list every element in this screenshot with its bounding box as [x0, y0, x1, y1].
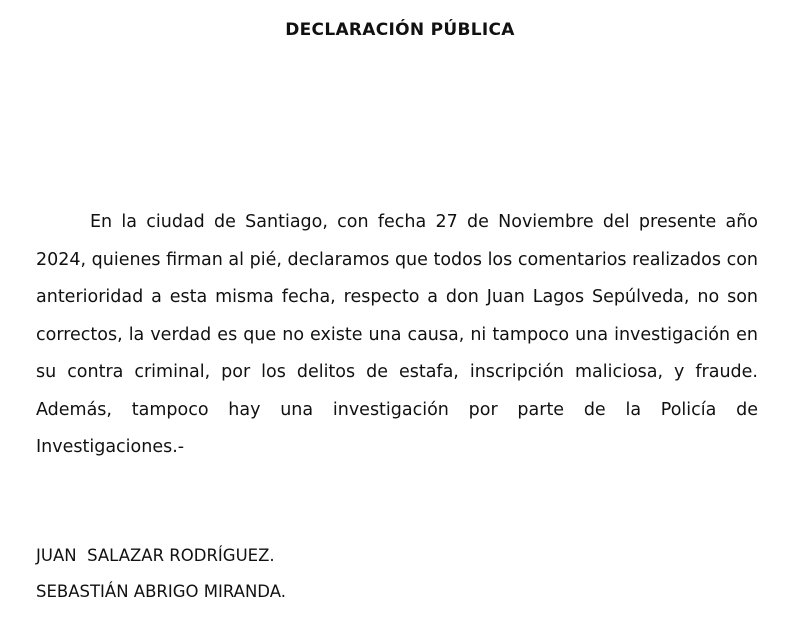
signatory-name: JUAN SALAZAR RODRÍGUEZ. [36, 546, 275, 565]
signatory-name: SEBASTIÁN ABRIGO MIRANDA. [36, 582, 286, 601]
declaration-paragraph: En la ciudad de Santiago, con fecha 27 de Noviembre del presente año 2024, quienes firman al pié, declaramos que todos los comentarios realizados con anterioridad a esta misma fecha, respecto a don Juan Lagos Sepúlveda, no son correctos, la verdad es que no existe una causa, ni tampoco una investigación en su contra criminal, por los delitos de estafa, inscripción maliciosa, y fraude. Además, tampoco hay una investigación por parte de la Policía de Investigaciones.- [36, 212, 758, 457]
signatories-block [36, 538, 286, 610]
document-title: DECLARACIÓN PÚBLICA [285, 20, 515, 40]
